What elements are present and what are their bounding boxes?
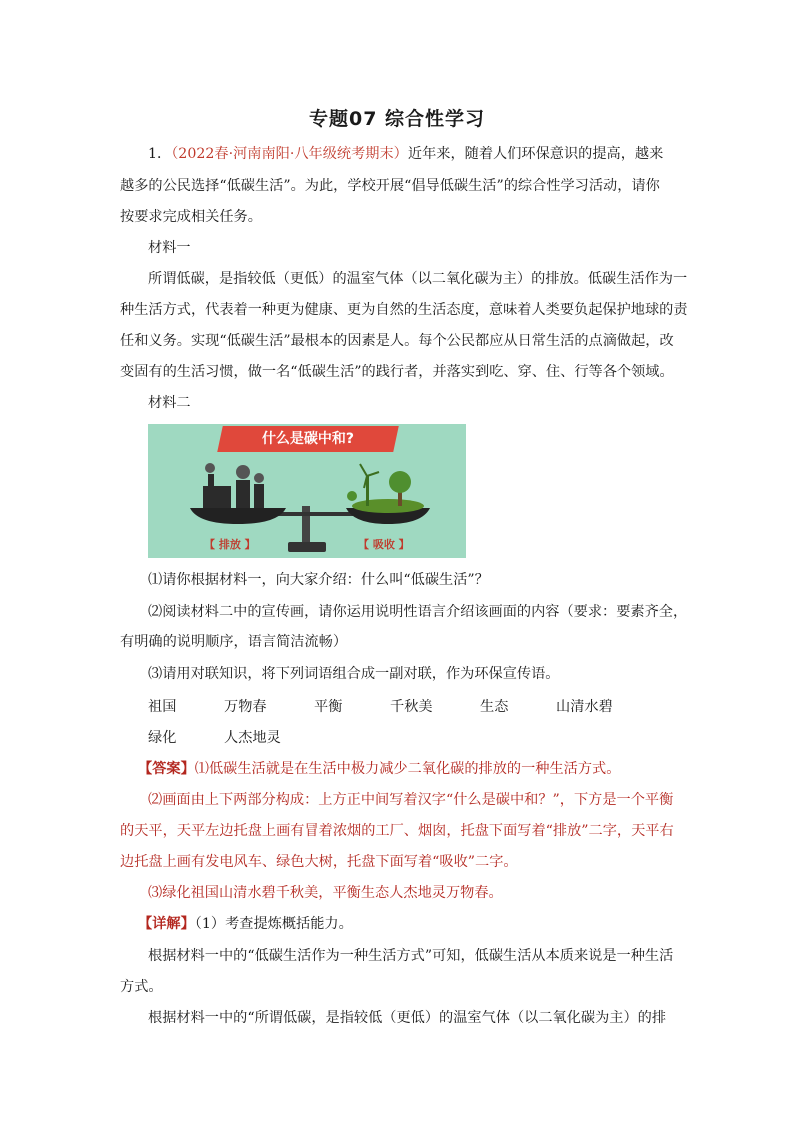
answer-line: 边托盘上画有发电风车、绿色大树，托盘下面写着“吸收”二字。 — [120, 854, 518, 870]
answer-line: ⑵画面由上下两部分构成：上方正中间写着汉字“什么是碳中和？”，下方是一个平衡 — [148, 792, 674, 808]
answer-line-1 — [138, 759, 698, 779]
page-title: 专题07 综合性学习 — [308, 108, 486, 130]
smoke-icon — [236, 465, 250, 479]
grass-icon — [352, 499, 424, 513]
question-1-line-1 — [148, 144, 708, 164]
question-1-line-2: 越多的公民选择“低碳生活”。为此，学校开展“倡导低碳生活”的综合性学习活动，请你 — [120, 178, 660, 194]
word-item: 祖国 — [148, 699, 177, 715]
detail-label: 【详解】 — [138, 916, 195, 932]
question-number: 1． — [148, 146, 172, 162]
answer-line: 的天平，天平左边托盘上画有冒着浓烟的工厂、烟囱，托盘下面写着“排放”二字，天平右 — [120, 823, 674, 839]
balance-scale-illustration — [148, 424, 466, 558]
material-1-line: 种生活方式，代表着一种更为健康、更为自然的生活态度，意味着人类要负起保护地球的责 — [120, 302, 688, 318]
poster-banner-text: 什么是碳中和? — [261, 431, 355, 447]
chimney-icon — [236, 480, 250, 508]
plant-icon — [347, 491, 357, 501]
word-item: 平衡 — [314, 699, 343, 715]
question-part-1: ⑴请你根据材料一，向大家介绍：什么叫“低碳生活”？ — [148, 572, 489, 588]
detail-text: （1）考查提炼概括能力。 — [194, 916, 353, 932]
question-part-2: ⑵阅读材料二中的宣传画，请你运用说明性语言介绍该画面的内容（要求：要素齐全， — [148, 604, 688, 620]
answer-text: ⑴低碳生活就是在生活中极力减少二氧化碳的排放的一种生活方式。 — [194, 761, 621, 777]
detail-line-1 — [138, 914, 698, 934]
chimney-icon — [208, 474, 214, 488]
carbon-neutral-poster — [148, 424, 466, 558]
smoke-icon — [254, 473, 264, 483]
word-item: 绿化 — [148, 730, 177, 746]
answer-label: 【答案】 — [138, 761, 195, 777]
material-2-heading: 材料二 — [148, 395, 191, 411]
detail-line: 根据材料一中的“所谓低碳，是指较低（更低）的温室气体（以二氧化碳为主）的排 — [148, 1010, 667, 1026]
word-item: 千秋美 — [390, 699, 433, 715]
detail-line: 根据材料一中的“低碳生活作为一种生活方式”可知，低碳生活从本质来说是一种生活 — [148, 948, 674, 964]
chimney-icon — [254, 484, 264, 508]
emission-label: 【 排放 】 — [204, 538, 256, 551]
material-1-line: 变固有的生活习惯，做一名“低碳生活”的践行者，并落实到吃、穿、住、行等各个领域。 — [120, 364, 674, 380]
detail-line: 方式。 — [120, 979, 163, 995]
question-part-3: ⑶请用对联知识，将下列词语组合成一副对联，作为环保宣传语。 — [148, 666, 560, 682]
word-item: 万物春 — [224, 699, 267, 715]
material-1-heading: 材料一 — [148, 240, 191, 256]
scale-base — [288, 542, 326, 552]
factory-icon — [203, 486, 231, 508]
smoke-icon — [205, 463, 215, 473]
material-1-line: 任和义务。实现“低碳生活”最根本的因素是人。每个公民都应从日常生活的点滴做起，改 — [120, 333, 674, 349]
question-1-line-3: 按要求完成相关任务。 — [120, 209, 262, 225]
word-item: 人杰地灵 — [224, 730, 281, 746]
absorption-label: 【 吸收 】 — [358, 538, 410, 551]
question-source: （2022春·河南南阳·八年级统考期末） — [171, 146, 408, 162]
question-text: 近年来，随着人们环保意识的提高，越来 — [407, 146, 664, 162]
material-1-line: 所谓低碳，是指较低（更低）的温室气体（以二氧化碳为主）的排放。低碳生活作为一 — [148, 271, 688, 287]
left-pan — [190, 508, 286, 524]
word-item: 生态 — [480, 699, 509, 715]
tree-icon — [389, 471, 411, 493]
answer-line: ⑶绿化祖国山清水碧千秋美，平衡生态人杰地灵万物春。 — [148, 885, 503, 901]
question-part-2-cont: 有明确的说明顺序，语言简洁流畅） — [120, 634, 348, 650]
word-item: 山清水碧 — [556, 699, 613, 715]
